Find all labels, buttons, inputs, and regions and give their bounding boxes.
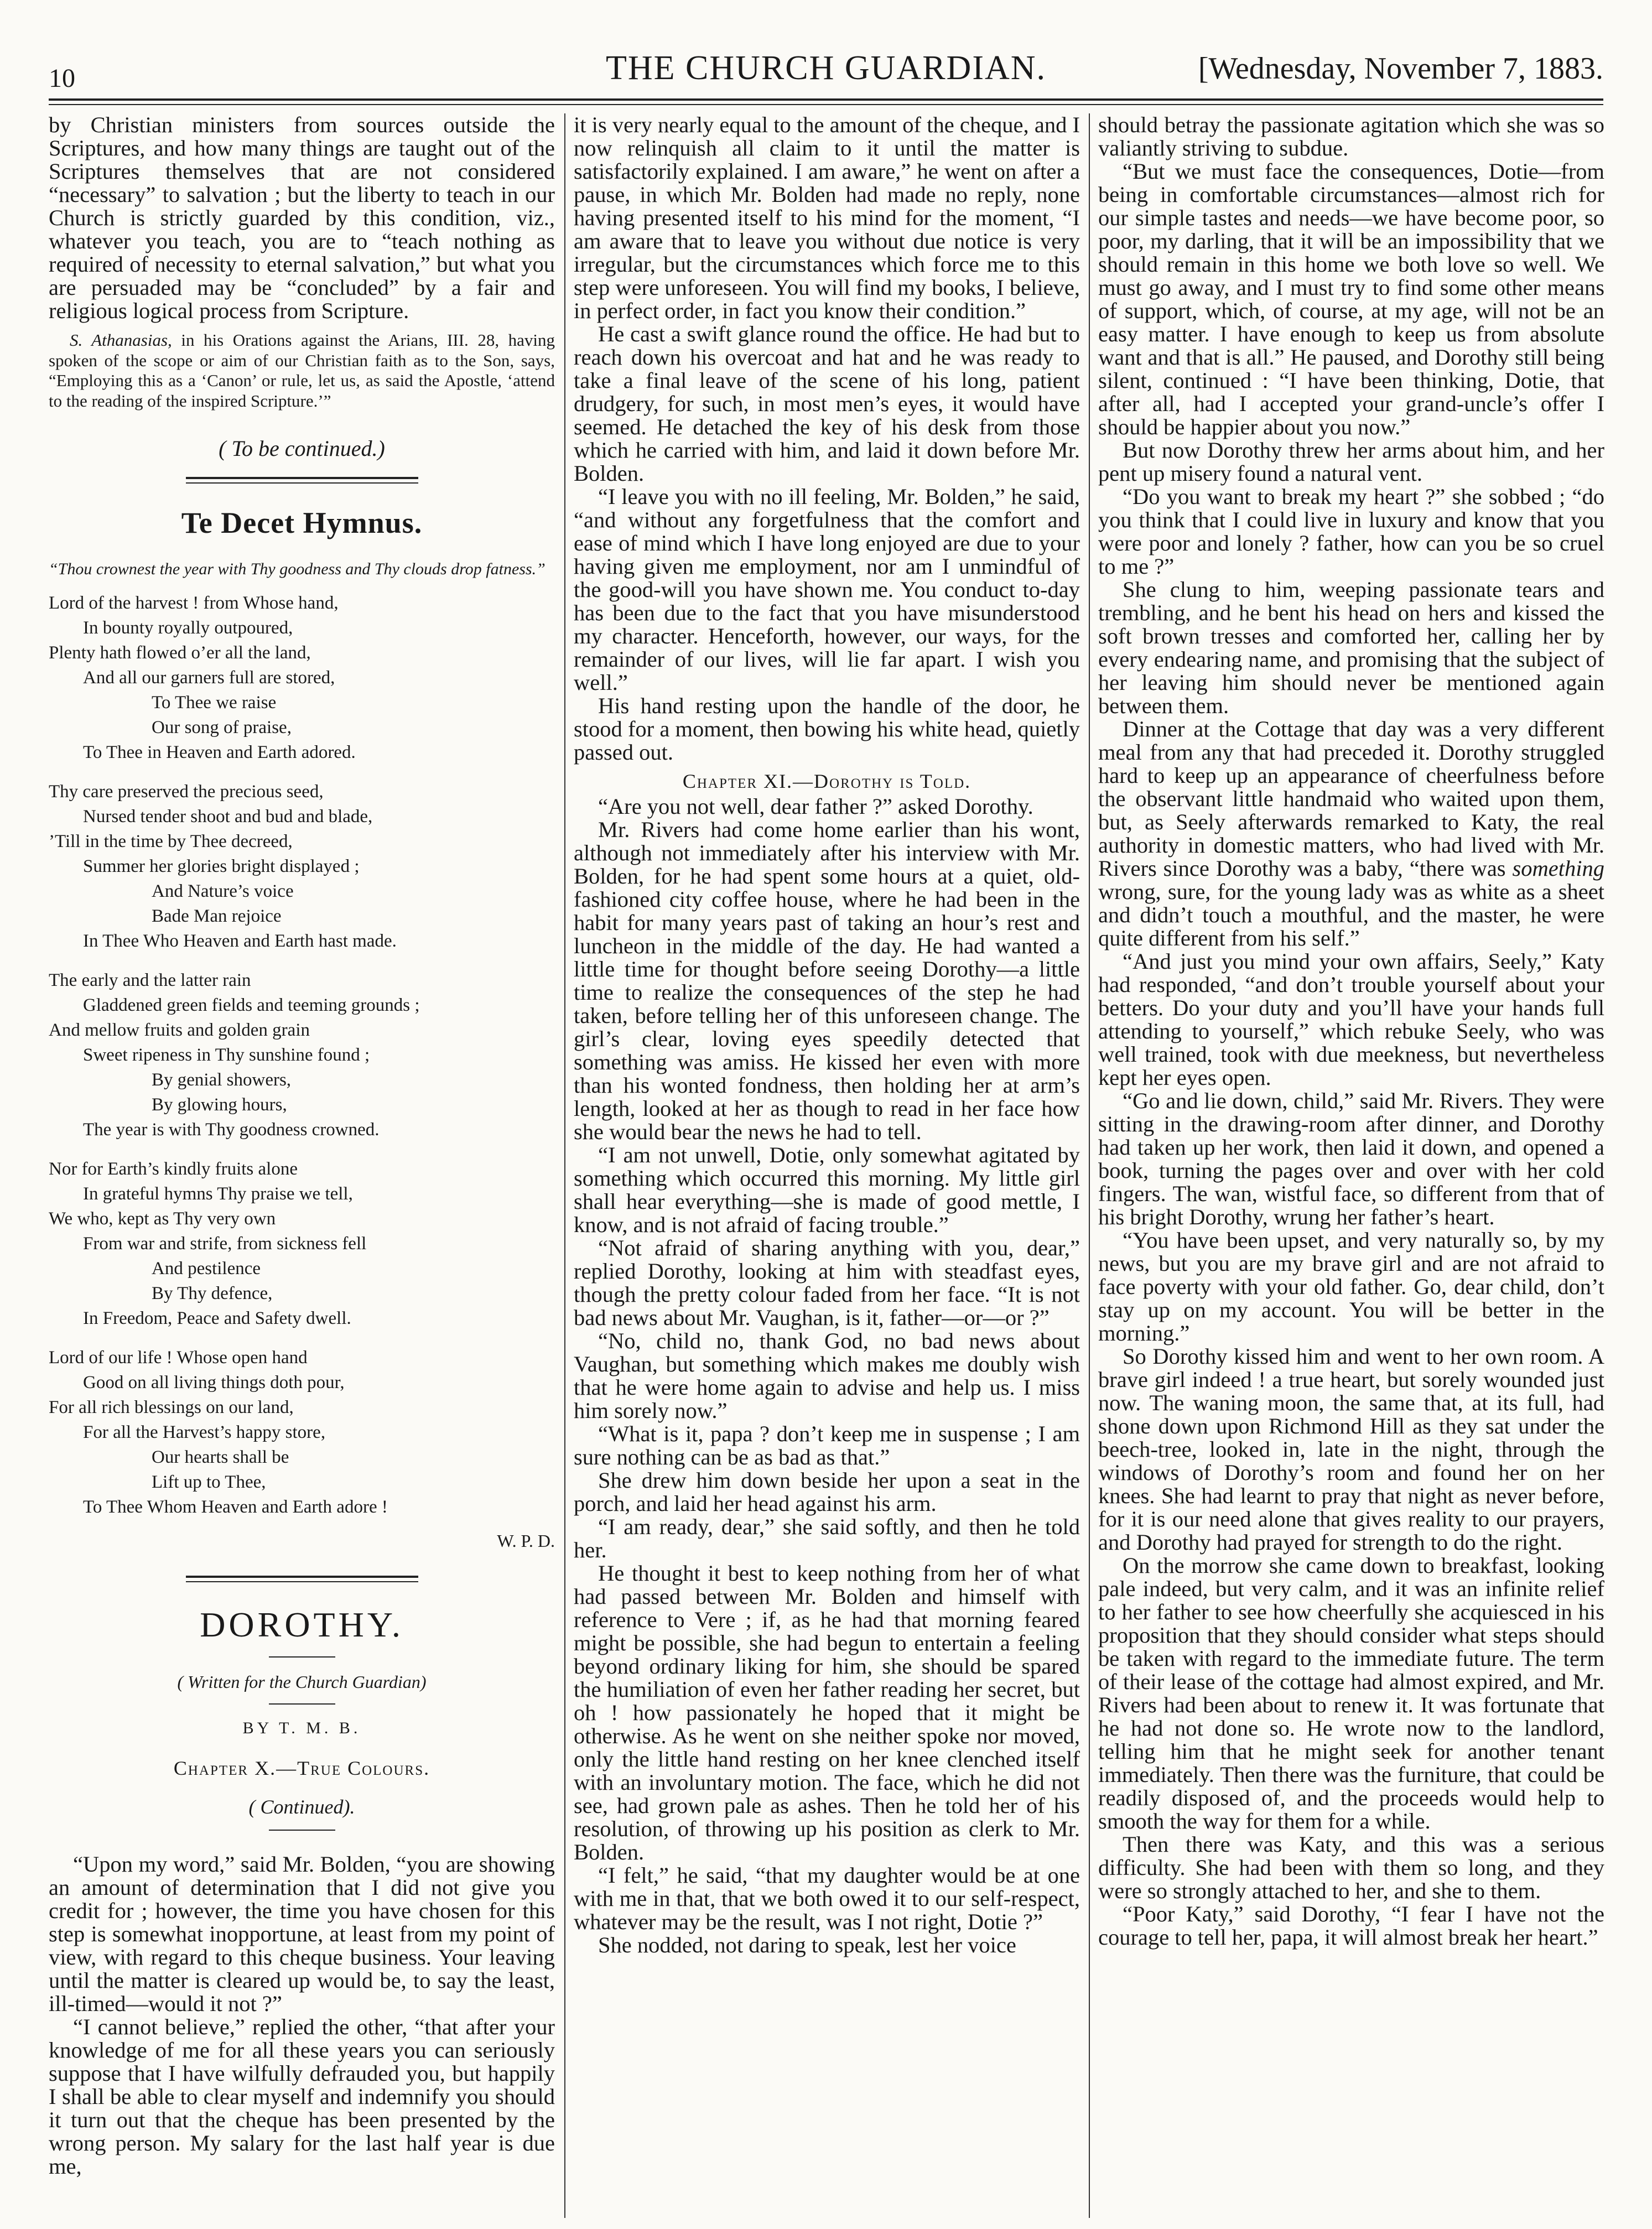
footnote-text: in his Orations against the Arians, III. 28, having spoken of the scope or aim of our Christian faith as to the Son, says, “Employing this as a ‘Canon’ or rule, let us, as said the Apostle, ‘attend to the reading of the inspired Scripture.’” [49,330,555,411]
story-paragraph: He thought it best to keep nothing from her of what had passed between Mr. Bolden and himself with reference to Vere ; if, as he had that morning feared might be possible, she had begun to entertain a feeling beyond ordinary liking for him, she should be spared the humiliation of even her father reading her secret, but oh ! how passionately he hoped that it might be otherwise. As he went on she neither spoke nor moved, only the little hand resting on her knee clenched itself with an involuntary motion. The face, which he did not see, had grown pale as ashes. Then he told her of his resolution, of throwing up his position as clerk to Mr. Bolden. [574,1561,1080,1864]
hymn-verses [49,591,555,1520]
hymn-line: Our song of praise, [152,718,292,737]
story-paragraph: “Not afraid of sharing anything with you, dear,” replied Dorothy, looking at him with steadfast eyes, though the pretty colour faded from her face. “It is not bad news about Mr. Vaughan, is it, father—or—or ?” [574,1235,1080,1330]
hymn-line: By Thy defence, [152,1284,273,1303]
story-paragraph: He cast a swift glance round the office. He had but to reach down his overcoat and hat and he was ready to take a final leave of the scene of his long, patient drudgery, for such, in most men’s eyes, it would have seemed. He detached the key of his desk from those which he carried with him, and laid it down before Mr. Bolden. [574,321,1080,486]
story-paragraph: On the morrow she came down to breakfast, looking pale indeed, but very calm, and it was an infinite relief to her father to see how cheerfully she acquiesced in his proposition that they should consider what steps should be taken with regard to the immediate future. The term of their lease of the cottage had almost expired, and Mr. Rivers had been about to renew it. It was fortunate that he had not done so. He wrote now to the landlord, telling him that he might seek for another tenant immediately. Then there was the furniture, that could be readily disposed of, and the proceeds would help to smooth the way for them for a while. [1098,1553,1604,1833]
hymn-line: Lord of our life ! Whose open hand [49,1348,308,1368]
written-for: ( Written for the Church Guardian) [177,1672,427,1692]
short-rule [269,1830,335,1831]
footnote-author: S. Athanasias, [70,330,172,350]
hymn-verse [49,1157,555,1331]
story-text [1098,113,1604,1949]
hymn-line: Bade Man rejoice [152,906,282,926]
issue-date: [Wednesday, November 7, 1883. [1198,51,1603,86]
story-paragraph: it is very nearly equal to the amount of the cheque, and I now relinquish all claim to it until the matter is satisfactorily explained. I am aware,” he went on after a pause, in which Mr. Bolden had made no reply, none having presented itself to his mind for the moment, “I am aware that to leave you without due notice is very irregular, but the circumstances which force me to this step were unforeseen. You will find my books, I believe, in perfect order, in fact you know their condition.” [574,113,1080,323]
story-paragraph: But now Dorothy threw her arms about him, and her pent up misery found a natural vent. [1098,438,1604,486]
hymn-line: From war and strife, from sickness fell [83,1234,367,1254]
hymn-signature: W. P. D. [497,1531,555,1551]
to-be-continued: ( To be continued.) [219,436,385,461]
section-rule [186,477,418,484]
hymn-line: And mellow fruits and golden grain [49,1020,310,1040]
hymn-line: By glowing hours, [152,1095,287,1115]
story-paragraph: “Go and lie down, child,” said Mr. Rivers. They were sitting in the drawing-room after dinner, and Dorothy had taken up her work, then laid it down, and opened a book, turning the pages over and over with her cold fingers. The wan, wistful face, so different from that of his bright Dorothy, wrung her father’s heart. [1098,1088,1604,1229]
story-text [49,1853,555,2178]
story-paragraph: “Upon my word,” said Mr. Bolden, “you are showing an amount of determination that I did not give you credit for ; however, the time you have chosen for this step is somewhat inopportune, at least from my point of view, with regard to this cheque business. Your leaving until the matter is cleared up would be, to say the least, ill-timed—would it not ?” [49,1852,555,2016]
hymn-title: Te Decet Hymnus. [181,506,423,539]
hymn-verse [49,1345,555,1520]
story-paragraph: “But we must face the consequences, Dotie—from being in comfortable circumstances—almost rich for our simple tastes and needs—we have become poor, so poor, my darling, that it will be an impossibility that we should remain in this home we both love so well. We must go away, and I must try to find some other means of support, which, of course, at my age, will not be an easy matter. I have enough to keep us from absolute want and that is all.” He paused, and Dorothy still being silent, continued : “I have been thinking, Dotie, that after all, had I accepted your grand-uncle’s offer I should be happier about you now.” [1098,159,1604,439]
hymn-line: To Thee in Heaven and Earth adored. [83,742,356,762]
page-number: 10 [49,64,75,93]
story-text [574,113,1080,764]
hymn-verse [49,591,555,765]
story-paragraph: His hand resting upon the handle of the door, he stood for a moment, then bowing his white head, quietly passed out. [574,693,1080,765]
hymn-line: Nor for Earth’s kindly fruits alone [49,1159,298,1179]
story-paragraph: “I leave you with no ill feeling, Mr. Bolden,” he said, “and without any forgetfulness that the comfort and ease of mind which I have long enjoyed are due to your having given me employment, nor am I unmindful of the good-will you have shown me. You conduct to-day has been due to the fact that you have misunderstood my character. Henceforth, however, our ways, for the remainder of our lives, will lie far apart. I wish you well.” [574,484,1080,695]
hymn-line: ’Till in the time by Thee decreed, [49,832,293,851]
hymn-line: And pestilence [152,1259,261,1279]
hymn-line: Thy care preserved the precious seed, [49,782,324,802]
hymn-line: The year is with Thy goodness crowned. [83,1120,380,1140]
dinner-text-start: Dinner at the Cottage that day was a very different meal from any that had preceded it. Dorothy struggled hard to keep up an appearance of cheerfulness before the observant little handmaid who waited upon them, but, as Seely afterwards remarked to Katy, the real authority in domestic matters, who had lived with Mr. Rivers since Dorothy was a baby, “there was [1098,716,1604,881]
story-paragraph: “Do you want to break my heart ?” she sobbed ; “do you think that I could live in luxury and know that you were poor and lonely ? father, how can you be so cruel to me ?” [1098,484,1604,579]
story-paragraph: She clung to him, weeping passionate tears and trembling, and he bent his head on hers and kissed the soft brown tresses and comforted her, calling her by every endearing name, and promising that the subject of her leaving him should never be mentioned again between them. [1098,577,1604,718]
hymn-line: To Thee we raise [152,693,277,713]
article-paragraph: by Christian ministers from sources outside the Scriptures, and how many things are taught out of the Scriptures themselves that are not considered “necessary” to salvation ; but the liberty to teach in our Church is strictly guarded by this condition, viz., whatever you teach, you are to “teach nothing as required of necessity to eternal salvation,” but what you are persuaded may be “concluded” by a fair and religious logical process from Scripture. [49,113,555,323]
story-paragraph: “I felt,” he said, “that my daughter would be at one with me in that, that we both owed it to our self-respect, whatever may be the result, was I not right, Dotie ?” [574,1863,1080,1934]
story-paragraph: “Are you not well, dear father ?” asked Dorothy. [598,794,1033,819]
story-paragraph: “I am not unwell, Dotie, only somewhat agitated by something which occurred this morning. My little girl shall hear everything—she is made of good mettle, I know, and is not afraid of facing trouble.” [574,1142,1080,1237]
hymn-line: And Nature’s voice [152,881,294,901]
hymn-epigraph: “Thou crownest the year with Thy goodness and Thy clouds drop fatness.” [49,560,546,578]
newspaper-title: THE CHURCH GUARDIAN. [605,49,1047,87]
chapter-heading: Chapter XI.—Dorothy is Told. [682,770,972,792]
story-paragraph: Then there was Katy, and this was a serious difficulty. She had been with them so long, and they were so strongly attached to her, and she to them. [1098,1832,1604,1903]
hymn-line: Summer her glories bright displayed ; [83,856,360,876]
story-paragraph: “Poor Katy,” said Dorothy, “I fear I have not the courage to tell her, papa, it will almost break her heart.” [1098,1901,1604,1950]
column-1 [49,113,555,2218]
hymn-line: Gladdened green fields and teeming grounds ; [83,995,420,1015]
hymn-line: Our hearts shall be [152,1447,289,1467]
hymn-line: Sweet ripeness in Thy sunshine found ; [83,1045,370,1065]
story-text [574,795,1080,1957]
story-paragraph: “I cannot believe,” replied the other, “that after your knowledge of me for all these years you can seriously suppose that I have wilfully defrauded you, but happily I shall be able to clear myself and indemnify you should it turn out that the cheque has been presented by the wrong person. My salary for the last half year is due me, [49,2014,555,2179]
hymn-verse [49,968,555,1142]
hymn-line: Lord of the harvest ! from Whose hand, [49,593,339,613]
story-paragraph: “You have been upset, and very naturally so, by my news, but you are my brave girl and are not afraid to face poverty with your old father. Go, dear child, don’t stay up on my account. You will be better in the morning.” [1098,1228,1604,1345]
serial-title: DOROTHY. [200,1605,404,1644]
hymn-line: In bounty royally outpoured, [83,618,293,638]
story-paragraph: So Dorothy kissed him and went to her own room. A brave girl indeed ! a true heart, but sorely wounded just now. The waning moon, the same that, at its full, had shone down upon Richmond Hill as they sat under the beech-tree, looked in, late in the night, through the windows of Dorothy’s room and found her on her knees. She had learnt to pray that night as never before, for it is our need alone that gives reality to our prayers, and Dorothy had prayed for strength to do the right. [1098,1344,1604,1555]
column-3 [1098,113,1604,2218]
hymn-line: And all our garners full are stored, [83,668,335,688]
story-paragraph: She nodded, not daring to speak, lest her voice [598,1932,1016,1957]
chapter-heading: Chapter X.—True Colours. [173,1757,430,1779]
story-paragraph: should betray the passionate agitation which she was so valiantly striving to subdue. [1098,113,1604,160]
hymn-line: In Thee Who Heaven and Earth hast made. [83,931,397,951]
hymn-line: Plenty hath flowed o’er all the land, [49,643,311,663]
short-rule [269,1703,335,1705]
hymn-line: In Freedom, Peace and Safety dwell. [83,1308,351,1328]
dinner-emphasis: something [1512,856,1604,881]
masthead-rule [49,98,1603,105]
story-paragraph [1098,718,1604,950]
short-rule [269,1656,335,1658]
masthead [49,17,1603,105]
hymn-verse [49,780,555,954]
story-paragraph: Mr. Rivers had come home earlier than his wont, although not immediately after his interview with Mr. Bolden, for he had spent some hours at a quiet, old-fashioned city coffee house, where he had been in the habit for many years past of taking an hour’s rest and luncheon in the middle of the day. He had wanted a little time for thought before seeing Dorothy—a little time to realize the consequences of the step he had taken, before telling her of this unforeseen change. The girl’s clear, loving eyes speedily detected that something was amiss. He kissed her even with more than his wonted fondness, then holding her at arm’s length, looked at her as though to read in her face how she would bear the news he had to tell. [574,817,1080,1144]
story-paragraph: “I am ready, dear,” she said softly, and then he told her. [574,1514,1080,1562]
story-paragraph: She drew him down beside her upon a seat in the porch, and laid her head against his arm. [574,1468,1080,1516]
hymn-line: We who, kept as Thy very own [49,1209,276,1229]
hymn-line: In grateful hymns Thy praise we tell, [83,1184,353,1204]
column-2 [574,113,1080,2218]
story-paragraph: “What is it, papa ? don’t keep me in suspense ; I am sure nothing can be as bad as that.” [574,1421,1080,1469]
hymn-line: The early and the latter rain [49,970,251,990]
hymn-line: By genial showers, [152,1070,292,1090]
chapter-continued: ( Continued). [248,1796,355,1818]
hymn-line: Lift up to Thee, [152,1472,266,1492]
section-rule [186,1576,418,1582]
hymn-line: Good on all living things doth pour, [83,1373,345,1393]
column-divider-1 [564,113,565,2218]
byline: BY T. M. B. [242,1719,361,1737]
hymn-line: For all rich blessings on our land, [49,1397,294,1417]
hymn-line: To Thee Whom Heaven and Earth adore ! [83,1497,388,1517]
hymn-line: For all the Harvest’s happy store, [83,1422,326,1442]
column-divider-2 [1089,113,1090,2218]
hymn-line: Nursed tender shoot and bud and blade, [83,807,373,827]
footnote [49,330,555,411]
dinner-text-end: wrong, sure, for the young lady was as white as a sheet and didn’t touch a mouthful, and the master, he were quite different from his self.” [1098,879,1604,950]
article-ending [49,113,555,323]
story-paragraph: “No, child no, thank God, no bad news about Vaughan, but something which makes me doubly wish that he were home again to advise and help us. I miss him sorely now.” [574,1328,1080,1423]
story-paragraph: “And just you mind your own affairs, Seely,” Katy had responded, “and don’t trouble yourself about your betters. Do your duty and you’ll have your hands full attending to yourself,” which rebuke Seely, who was well trained, took with due meekness, but nevertheless kept her eyes open. [1098,949,1604,1090]
